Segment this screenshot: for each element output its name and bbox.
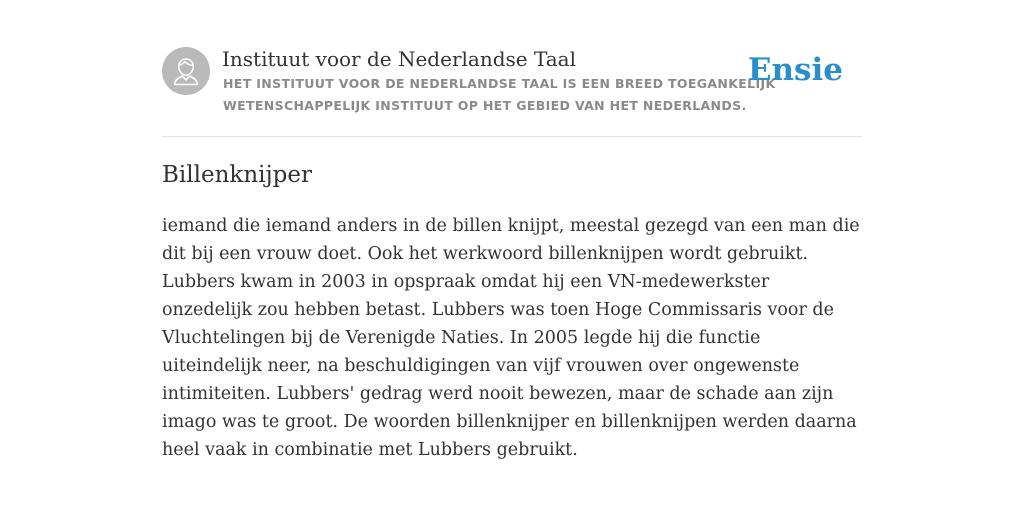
avatar[interactable]	[162, 47, 210, 95]
author-header	[162, 44, 862, 137]
user-silhouette-icon	[162, 47, 210, 95]
author-name[interactable]: Instituut voor de Nederlandse Taal	[222, 47, 576, 71]
author-description: HET INSTITUUT VOOR DE NEDERLANDSE TAAL IS EEN BREED TOEGANKELIJK WETENSCHAPPELIJK INSTITUUT OP HET GEBIED VAN HET NEDERLANDS.	[223, 76, 776, 113]
ensie-logo[interactable]: Ensie	[747, 52, 843, 88]
page-title: Billenknijper	[162, 162, 312, 188]
definition-text: iemand die iemand anders in de billen knijpt, meestal gezegd van een man die dit bij een vrouw doet. Ook het werkwoord billenknijpen wordt gebruikt. Lubbers kwam in 2003 in opspraak omdat hij een VN-medewerkster onzedelijk zou hebben betast. Lubbers was toen Hoge Commissaris voor de Vluchtelingen bij de Verenigde Naties. In 2005 legde hij die functie uiteindelijk neer, na beschuldigingen van vijf vrouwen over ongewenste intimiteiten. Lubbers' gedrag werd nooit bewezen, maar de schade aan zijn imago was te groot. De woorden billenknijper en billenknijpen werden daarna heel vaak in combinatie met Lubbers gebruikt.	[162, 216, 860, 460]
